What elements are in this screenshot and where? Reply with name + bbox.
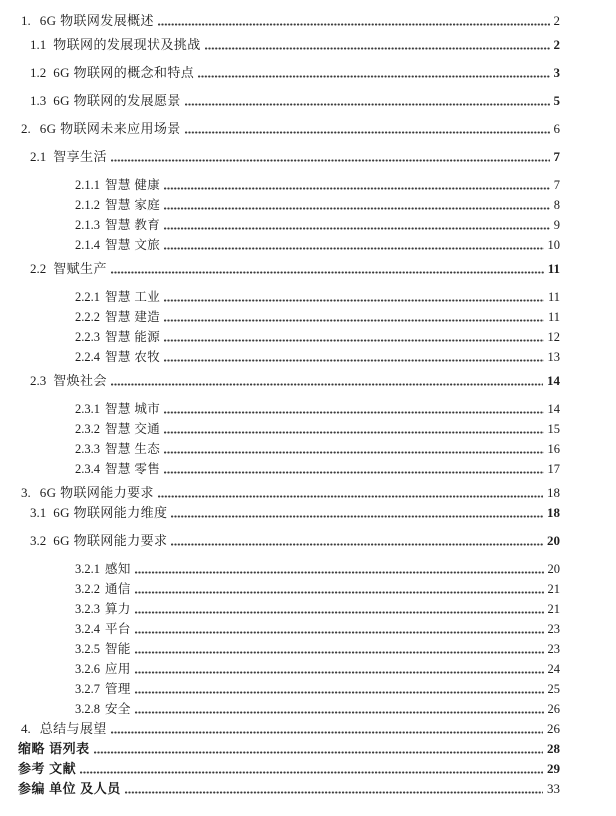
toc-entry-number: 2.3.2 bbox=[75, 422, 100, 436]
toc-entry-page: 2 bbox=[553, 13, 560, 28]
toc-entry-page: 20 bbox=[547, 562, 560, 576]
toc-entry-number: 2.1.1 bbox=[75, 178, 100, 192]
dot-leader bbox=[135, 681, 544, 694]
toc-entry-title: 6G 物联网能力要求 bbox=[39, 485, 154, 500]
dot-leader bbox=[135, 581, 544, 594]
toc-entry[interactable] bbox=[0, 309, 560, 325]
toc-entry[interactable] bbox=[0, 641, 560, 657]
toc-entry[interactable] bbox=[0, 621, 560, 637]
dot-leader bbox=[135, 601, 544, 614]
toc-entry-title: 智慧 工业 bbox=[105, 290, 161, 304]
toc-entry-number: 1.1 bbox=[30, 37, 47, 52]
dot-leader bbox=[164, 461, 543, 474]
toc-entry-page: 26 bbox=[547, 702, 560, 716]
toc-entry-number: 1.3 bbox=[30, 93, 47, 108]
toc-entry[interactable] bbox=[0, 149, 560, 165]
toc-entry-page: 21 bbox=[547, 582, 560, 596]
dot-leader bbox=[164, 289, 544, 302]
toc-entry-page: 9 bbox=[553, 218, 560, 232]
toc-entry-number: 3.2.2 bbox=[75, 582, 100, 596]
toc-entry[interactable] bbox=[0, 349, 560, 365]
toc-entry[interactable] bbox=[0, 681, 560, 697]
dot-leader bbox=[205, 37, 550, 50]
toc-entry-title: 智慧 能源 bbox=[105, 330, 161, 344]
toc-entry[interactable] bbox=[0, 13, 560, 29]
dot-leader bbox=[164, 197, 550, 210]
toc-entry[interactable] bbox=[0, 289, 560, 305]
toc-entry-title: 管理 bbox=[105, 682, 131, 696]
toc-entry[interactable] bbox=[0, 533, 560, 549]
toc-entry-number: 3.2.7 bbox=[75, 682, 100, 696]
dot-leader bbox=[164, 309, 544, 322]
dot-leader bbox=[164, 329, 543, 342]
toc-entry-title: 智慧 交通 bbox=[105, 422, 161, 436]
toc-entry-number: 3. bbox=[21, 485, 31, 500]
toc-entry-page: 2 bbox=[553, 37, 560, 52]
toc-entry[interactable] bbox=[0, 401, 560, 417]
toc-entry-page: 12 bbox=[547, 330, 560, 344]
toc-entry-page: 11 bbox=[547, 310, 560, 324]
toc-entry[interactable] bbox=[0, 197, 560, 213]
dot-leader bbox=[111, 261, 544, 274]
toc-entry[interactable] bbox=[0, 37, 560, 53]
toc-entry-page: 26 bbox=[547, 721, 560, 736]
dot-leader bbox=[171, 533, 543, 546]
toc-entry-title: 智慧 家庭 bbox=[105, 198, 161, 212]
dot-leader bbox=[164, 177, 550, 190]
dot-leader bbox=[111, 373, 543, 386]
toc-entry-number: 2.3.3 bbox=[75, 442, 100, 456]
toc-entry[interactable] bbox=[0, 601, 560, 617]
toc-entry-page: 33 bbox=[547, 781, 560, 796]
toc-entry-page: 16 bbox=[547, 442, 560, 456]
toc-entry-number: 2.2 bbox=[30, 261, 47, 276]
toc-entry-title: 智慧 建造 bbox=[105, 310, 161, 324]
toc-entry-number: 2.2.3 bbox=[75, 330, 100, 344]
toc-entry[interactable] bbox=[0, 561, 560, 577]
toc-entry-title: 智慧 文旅 bbox=[105, 238, 161, 252]
dot-leader bbox=[111, 721, 543, 734]
toc-entry-title: 通信 bbox=[105, 582, 131, 596]
toc-entry[interactable] bbox=[0, 93, 560, 109]
dot-leader bbox=[164, 441, 543, 454]
dot-leader bbox=[171, 505, 543, 518]
dot-leader bbox=[164, 421, 543, 434]
toc-entry-number: 3.2.6 bbox=[75, 662, 100, 676]
toc-entry[interactable] bbox=[0, 217, 560, 233]
dot-leader bbox=[185, 93, 550, 106]
toc-entry-page: 10 bbox=[547, 238, 560, 252]
toc-entry-page: 14 bbox=[547, 402, 560, 416]
toc-entry-number: 3.2.8 bbox=[75, 702, 100, 716]
toc-entry-page: 18 bbox=[547, 485, 560, 500]
toc-entry-page: 14 bbox=[547, 373, 560, 388]
toc-entry-title: 智焕社会 bbox=[53, 373, 107, 388]
toc-entry[interactable] bbox=[0, 661, 560, 677]
toc-entry-number: 3.2.4 bbox=[75, 622, 100, 636]
toc-entry-title: 参编 单位 及人员 bbox=[18, 781, 121, 796]
toc-entry[interactable] bbox=[0, 581, 560, 597]
toc-entry-title: 智慧 农牧 bbox=[105, 350, 161, 364]
toc-entry-number: 2.1.2 bbox=[75, 198, 100, 212]
toc-entry-number: 2.2.2 bbox=[75, 310, 100, 324]
toc-entry-title: 算力 bbox=[105, 602, 131, 616]
dot-leader bbox=[135, 621, 544, 634]
toc-entry-page: 11 bbox=[547, 261, 560, 276]
dot-leader bbox=[135, 701, 544, 714]
toc-entry-page: 7 bbox=[553, 149, 560, 164]
toc-entry[interactable] bbox=[0, 261, 560, 277]
dot-leader bbox=[80, 761, 543, 774]
toc-entry-number: 3.2.3 bbox=[75, 602, 100, 616]
toc-entry-title: 应用 bbox=[105, 662, 131, 676]
dot-leader bbox=[185, 121, 550, 134]
toc-entry-number: 2.3.1 bbox=[75, 402, 100, 416]
toc-entry-title: 6G 物联网发展概述 bbox=[39, 13, 154, 28]
toc-entry-number: 2. bbox=[21, 121, 31, 136]
toc-entry-title: 平台 bbox=[105, 622, 131, 636]
toc-entry[interactable] bbox=[0, 461, 560, 477]
toc-entry-title: 智慧 城市 bbox=[105, 402, 161, 416]
toc-entry-number: 2.1.4 bbox=[75, 238, 100, 252]
dot-leader bbox=[111, 149, 550, 162]
toc-entry-title: 缩略 语列表 bbox=[18, 741, 90, 756]
toc-entry-number: 2.1 bbox=[30, 149, 47, 164]
toc-entry[interactable] bbox=[0, 485, 560, 501]
toc-entry-title: 智慧 健康 bbox=[105, 178, 161, 192]
toc-entry-number: 2.2.4 bbox=[75, 350, 100, 364]
toc-entry-page: 3 bbox=[553, 65, 560, 80]
toc-entry[interactable] bbox=[0, 761, 560, 777]
dot-leader bbox=[164, 401, 543, 414]
toc-entry-title: 智赋生产 bbox=[53, 261, 107, 276]
toc-entry-title: 感知 bbox=[105, 562, 131, 576]
toc-entry[interactable] bbox=[0, 781, 560, 797]
toc-entry-page: 28 bbox=[547, 741, 560, 756]
toc-entry-title: 安全 bbox=[105, 702, 131, 716]
toc-entry-number: 1.2 bbox=[30, 65, 47, 80]
toc-entry-number: 3.2 bbox=[30, 533, 47, 548]
toc-entry[interactable] bbox=[0, 741, 560, 757]
toc-entry-title: 智慧 生态 bbox=[105, 442, 161, 456]
toc-entry-title: 6G 物联网的发展愿景 bbox=[53, 93, 181, 108]
toc-entry-page: 24 bbox=[547, 662, 560, 676]
toc-entry-page: 29 bbox=[547, 761, 560, 776]
toc-entry-number: 3.2.1 bbox=[75, 562, 100, 576]
toc-entry-page: 23 bbox=[547, 642, 560, 656]
toc-entry-title: 6G 物联网未来应用场景 bbox=[39, 121, 181, 136]
toc-entry[interactable] bbox=[0, 721, 560, 737]
toc-entry-number: 2.1.3 bbox=[75, 218, 100, 232]
toc-entry[interactable] bbox=[0, 177, 560, 193]
toc-entry-title: 总结与展望 bbox=[39, 721, 107, 736]
toc-entry[interactable] bbox=[0, 237, 560, 253]
toc-entry-page: 8 bbox=[553, 198, 560, 212]
toc-entry-title: 6G 物联网能力要求 bbox=[53, 533, 168, 548]
toc-entry-page: 11 bbox=[547, 290, 560, 304]
toc-entry-title: 智能 bbox=[105, 642, 131, 656]
dot-leader bbox=[164, 237, 543, 250]
dot-leader bbox=[164, 349, 543, 362]
toc-entry-number: 2.2.1 bbox=[75, 290, 100, 304]
toc-entry-page: 25 bbox=[547, 682, 560, 696]
toc-entry-title: 智享生活 bbox=[53, 149, 107, 164]
dot-leader bbox=[135, 661, 544, 674]
toc-entry-number: 4. bbox=[21, 721, 31, 736]
dot-leader bbox=[135, 641, 544, 654]
dot-leader bbox=[125, 781, 543, 794]
dot-leader bbox=[198, 65, 549, 78]
toc-entry-number: 3.1 bbox=[30, 505, 47, 520]
toc-entry-title: 物联网的发展现状及挑战 bbox=[53, 37, 201, 52]
toc-entry-page: 7 bbox=[553, 178, 560, 192]
toc-entry-page: 13 bbox=[547, 350, 560, 364]
dot-leader bbox=[164, 217, 550, 230]
toc-entry-page: 21 bbox=[547, 602, 560, 616]
toc-entry[interactable] bbox=[0, 441, 560, 457]
toc-entry-page: 20 bbox=[547, 533, 560, 548]
toc-entry-number: 2.3.4 bbox=[75, 462, 100, 476]
toc-entry[interactable] bbox=[0, 329, 560, 345]
toc-entry[interactable] bbox=[0, 505, 560, 521]
toc-entry-page: 17 bbox=[547, 462, 560, 476]
toc-entry[interactable] bbox=[0, 121, 560, 137]
toc-entry[interactable] bbox=[0, 373, 560, 389]
toc-entry-number: 2.3 bbox=[30, 373, 47, 388]
toc-entry[interactable] bbox=[0, 701, 560, 717]
toc-entry-number: 1. bbox=[21, 13, 31, 28]
dot-leader bbox=[158, 13, 550, 26]
dot-leader bbox=[158, 485, 543, 498]
toc-entry-title: 智慧 零售 bbox=[105, 462, 161, 476]
dot-leader bbox=[135, 561, 544, 574]
toc-entry-title: 参考 文献 bbox=[18, 761, 77, 776]
toc-entry-title: 6G 物联网能力维度 bbox=[53, 505, 168, 520]
toc-entry-page: 23 bbox=[547, 622, 560, 636]
toc-entry-page: 5 bbox=[553, 93, 560, 108]
toc-entry-number: 3.2.5 bbox=[75, 642, 100, 656]
toc-entry-page: 18 bbox=[547, 505, 560, 520]
toc-entry-page: 15 bbox=[547, 422, 560, 436]
toc-entry[interactable] bbox=[0, 65, 560, 81]
toc-entry-page: 6 bbox=[553, 121, 560, 136]
dot-leader bbox=[94, 741, 543, 754]
toc-entry-title: 6G 物联网的概念和特点 bbox=[53, 65, 195, 80]
toc-entry[interactable] bbox=[0, 421, 560, 437]
toc-entry-title: 智慧 教育 bbox=[105, 218, 161, 232]
